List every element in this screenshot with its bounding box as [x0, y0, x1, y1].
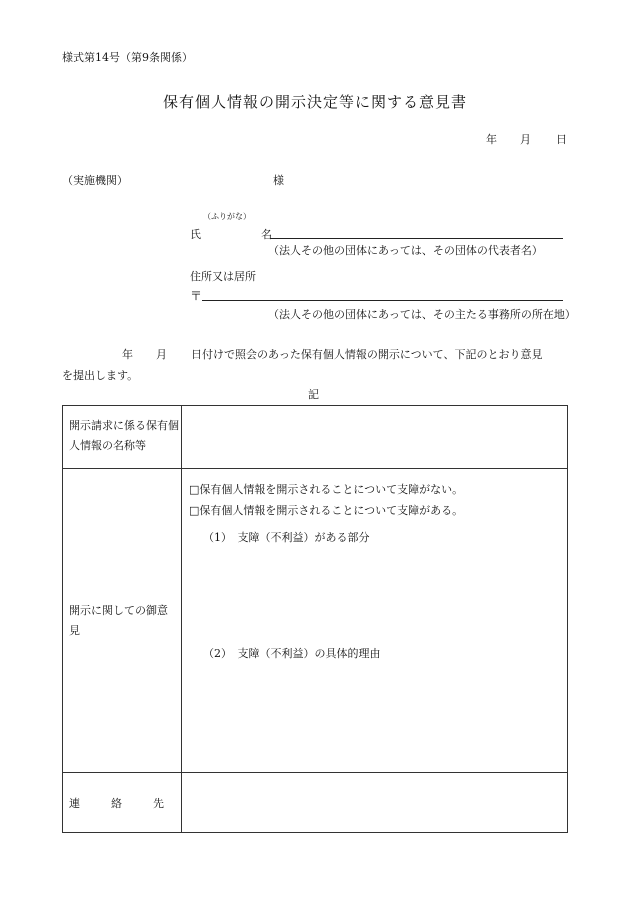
opinion-value-cell[interactable] [182, 469, 568, 773]
form-number: 様式第14号（第9条関係） [62, 51, 193, 64]
item-2-label: （2） 支障（不利益）の具体的理由 [203, 647, 381, 660]
address-note: （法人その他の団体にあっては、その主たる事務所の所在地） [268, 308, 576, 321]
addressee-agency: （実施機関） [62, 174, 128, 187]
address-label: 住所又は居所 [190, 270, 256, 283]
opinion-label-cell [63, 469, 182, 773]
body-text-line1: 日付けで照会のあった保有個人情報の開示について、下記のとおり意見 [191, 348, 543, 361]
opinion-table [62, 405, 568, 833]
document-title: 保有個人情報の開示決定等に関する意見書 [162, 93, 467, 111]
date-month: 月 [520, 133, 531, 146]
body-year: 年 [122, 348, 133, 361]
date-day: 日 [556, 133, 567, 146]
item-1-label: （1） 支障（不利益）がある部分 [203, 531, 370, 544]
info-name-label: 開示請求に係る保有個人情報の名称等 [69, 419, 179, 452]
postal-mark: 〒 [190, 289, 203, 303]
date-year: 年 [486, 133, 497, 146]
option-issue[interactable]: □保有個人情報を開示されることについて支障がある。 [189, 504, 464, 517]
ki-heading: 記 [308, 388, 319, 401]
contact-label-cell [63, 773, 182, 833]
opinion-label: 開示に関しての御意見 [69, 603, 168, 637]
name-field-line[interactable] [270, 238, 563, 239]
info-name-label-cell [63, 406, 182, 469]
contact-value-cell[interactable] [182, 773, 568, 833]
name-label-given: 名 [261, 228, 272, 241]
addressee-honorific: 様 [273, 174, 284, 187]
body-month: 月 [156, 348, 167, 361]
furigana-label: （ふりがな） [203, 212, 251, 221]
name-note: （法人その他の団体にあっては、その団体の代表者名） [268, 244, 543, 257]
address-field-line[interactable] [202, 300, 563, 301]
info-name-value-cell[interactable] [182, 406, 568, 469]
body-text-line2: を提出します。 [62, 369, 139, 382]
name-label-family: 氏 [190, 228, 201, 241]
contact-label: 連 絡 先 [69, 796, 174, 810]
option-no-issue[interactable]: □保有個人情報を開示されることについて支障がない。 [189, 483, 464, 496]
